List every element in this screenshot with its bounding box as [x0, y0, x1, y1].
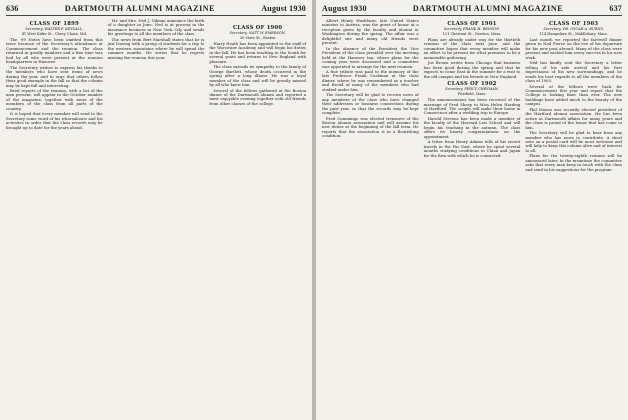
left-column-2: [108, 19, 205, 131]
issue-date: August 1930: [322, 4, 367, 13]
news-paragraph: The class extends its sympathy to the family of George Bartlett, whose death occurred in the spring after a long illness. He was a loyal member of the class and will be greatly missed by all who knew him.: [209, 64, 307, 88]
class-heading: CLASS OF 1899: [29, 21, 79, 27]
secretary-address: 50 State St., Boston: [239, 36, 276, 40]
news-paragraph: Ned has kindly sent the Secretary a letter telling of his safe arrival and his first impressions of his new surroundings, and he sends his best regards to all the members of the class of 1903.: [525, 60, 623, 84]
news-paragraph: Several of the fellows gathered at the Boston dinner of the Dartmouth alumni and reported a most enjoyable evening together with old friends from other classes of the college.: [209, 87, 307, 106]
right-page: [316, 0, 628, 420]
secretary-address: 121 Chestnut St., Newton, Mass.: [442, 32, 502, 36]
page-number: 636: [6, 4, 19, 13]
right-column-1: [322, 19, 419, 173]
left-column-3: [209, 19, 306, 131]
news-paragraph: Plans for the twenty-eighth reunion will be announced later. In the meantime the committee asks that every man keep in touch with the class and send in his suggestions for the program.: [525, 153, 623, 172]
class-secretary: Secretary, DR. OSCAR A. BURNS,: [543, 27, 604, 31]
news-paragraph: Brief reports of the reunion, with a list of the men present, will appear in the October number of the magazine, together with news of the members of the class from all parts of the country.: [6, 87, 103, 111]
news-paragraph: Plans are already under way for the thirtieth reunion of the class next June, and the committee hopes that every member will make an effort to be present for what promises to be a memorable gathering.: [423, 37, 521, 60]
news-paragraph: Several of the fellows were back for Commencement this year and report that the College is looking finer than ever. The new buildings have added much to the beauty of the campus.: [525, 83, 623, 107]
class-secretary: Secretary, PERCY CHESMAN,: [445, 87, 499, 92]
news-paragraph: The Secretary will be glad to receive news of any members of the class who have changed their addresses or business connections during the past year, so that the records may be kept complete.: [322, 92, 419, 116]
news-paragraph: The announcement has been received of the marriage of Fred Sharp to Miss Helen Harding of Hartford. The couple will make their home in Connecticut after a wedding trip to Europe.: [423, 97, 521, 116]
secretary-address: 41 West Kirke St., Chevy Chase, Md.: [21, 32, 87, 36]
news-paragraph: It is hoped that every member will send to the Secretary some word of his whereabouts and his activities in order that the class records may be brought up to date for the years ahead.: [6, 111, 103, 130]
news-paragraph: A fine tribute was paid to the memory of the late Professor Frank Cushman at the class dinner, where he was remembered as a teacher and friend of many of the members who had studied under him.: [322, 68, 419, 92]
news-paragraph: Mr. and Mrs. Ned J. Gilman announce the birth of a daughter in June. Ned is at present in the insurance business in New York City and sends his greetings to all the members of the class.: [107, 18, 205, 37]
news-paragraph: The news from Bert Marshall states that he is just leaving with a group of students for a trip to the western mountains where he will spend the summer months. He writes that he regrets missing the reunion this year.: [107, 36, 205, 60]
magazine-title: DARTMOUTH ALUMNI MAGAZINE: [412, 4, 564, 13]
issue-date: August 1930: [261, 4, 306, 13]
running-head-left: [6, 4, 306, 16]
class-heading: CLASS OF 1902: [447, 81, 497, 88]
news-paragraph: Albert Henry Washburn, late United States minister to Austria, was the guest of honor at a reception given by the faculty and alumni in Washington during the spring. The affair was a delightful one and many old friends were present.: [322, 18, 419, 46]
class-heading: CLASS OF 1903: [549, 21, 599, 27]
news-paragraph: Last month we reported the farewell dinner given to Ned Pierce on the eve of his departure for his new post abroad. Many of the class were present and wished him every success in his new work.: [525, 37, 623, 60]
magazine-title: DARTMOUTH ALUMNI MAGAZINE: [64, 4, 216, 13]
running-head-right: [322, 4, 622, 16]
secretary-address: 114 Hampshire St., Middlebury, Mass.: [539, 32, 608, 36]
page-number: 637: [609, 4, 622, 13]
class-heading: CLASS OF 1900: [233, 25, 283, 31]
news-paragraph: Phil Mason was recently elected president of the Hartford alumni association. He has been active in Dartmouth affairs for many years and the class is proud of the honor that has come to him.: [525, 106, 623, 130]
class-secretary: Secretary, NATT W. EMERSON,: [229, 31, 286, 35]
news-paragraph: A letter from Henry Adams tells of his recent travels in the Far East, where he spent several months studying conditions in China and Japan for the firm with which he is connected.: [423, 139, 521, 158]
left-page: [0, 0, 312, 420]
news-paragraph: In the absence of the President the Vice President of the class presided over the meeting held at the Hanover Inn, where plans for the coming year were discussed and a committee was appointed to arrange for the next reunion.: [322, 45, 419, 69]
news-paragraph: The '99 Notes have been omitted from this issue because of the Secretary's attendance at Commencement and the reunion. The class returned in goodly numbers and a fine time was had by all who were present at the reunion headquarters in Hanover.: [6, 37, 103, 65]
right-column-2: [424, 19, 521, 173]
left-columns: [6, 19, 306, 131]
news-paragraph: The Secretary will be glad to hear from any member who has news to contribute. A short note on a postal card will be most welcome and will help to keep this column alive and of interest to all.: [525, 130, 623, 153]
class-secretary: Secretary, FRANK H. BENSON,: [443, 27, 501, 31]
news-paragraph: Fred Cummings was elected treasurer of the Boston alumni association and will assume his new duties at the beginning of the fall term. He reports that the association is in a flourishing condition.: [322, 115, 419, 139]
news-paragraph: Harold Stevens has been made a member of the faculty of the Harvard Law School and will begin his teaching in the autumn. The class offers its hearty congratulations on the appointment.: [423, 115, 521, 139]
secretary-address: Pittsfield, Mass.: [457, 92, 487, 97]
right-columns: [322, 19, 622, 173]
news-paragraph: Joe Brown writes from Chicago that business has been good during the spring and that he expects to come East in the summer for a visit to the old campus and his friends in New England.: [423, 60, 521, 79]
class-secretary: Secretary, WALTER F. KEYSALL,: [25, 27, 84, 31]
left-column-1: [6, 19, 103, 131]
right-column-3: [525, 19, 622, 173]
news-paragraph: Harry Heath has been appointed to the staff of the Worcester Academy and will begin his duties in the fall. He has been teaching in the South for several years and returns to New England with pleasure.: [209, 41, 307, 64]
class-heading: CLASS OF 1901: [447, 21, 497, 27]
news-paragraph: The Secretary wishes to express his thanks to the members who have sent items of news during the year, and to urge that others follow their good example in the fall so that the column may be kept full and interesting.: [6, 64, 103, 88]
